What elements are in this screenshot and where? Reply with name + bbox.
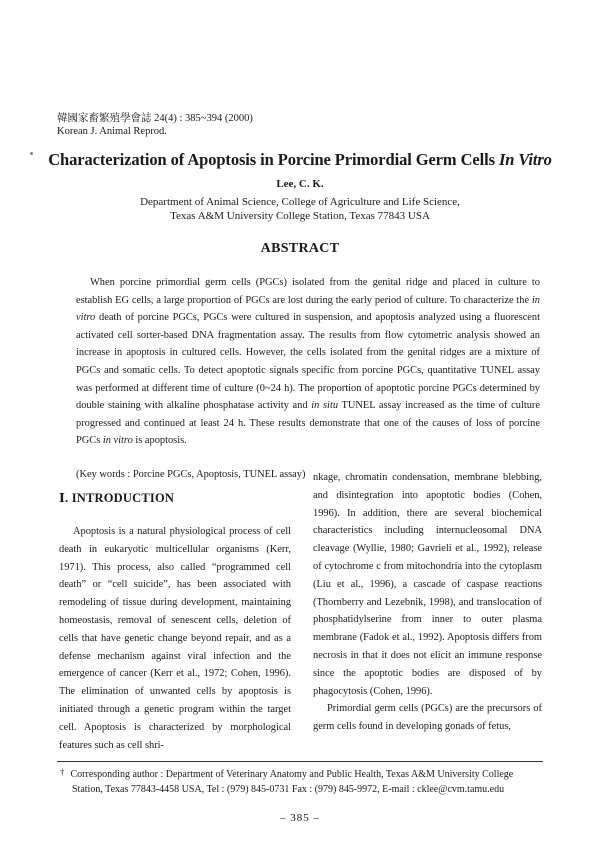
intro-paragraph-right-2: Primordial germ cells (PGCs) are the precursors of germ cells found in developing gonads of fetus, <box>313 703 542 733</box>
journal-citation-korean: 韓國家畜繁殖學會誌 24(4) : 385~394 (2000) <box>57 113 253 124</box>
footnote <box>60 765 546 797</box>
page-number: – 385 – <box>280 812 320 824</box>
title-main: Characterization of Apoptosis in Porcine Primordial Germ Cells <box>48 150 499 169</box>
abstract-heading: ABSTRACT <box>260 241 340 256</box>
affiliation-line-2: Texas A&M University College Station, Texas 77843 USA <box>170 210 430 222</box>
intro-paragraph-right-1: nkage, chromatin condensation, membrane blebbing, and disintegration into apoptotic bodies (Cohen, 1996). In addition, there are several biochemical characteristics including internucleosomal DNA cleavage (Wyllie, 1980; Gavrieli et al., 1992), release of cytochrome c from mitochondria into the cytoplasm (Liu et al., 1996), a cascade of caspase reactions (Thornberry and Lezebnik, 1998), and translocation of phosphatidylserine from inner to outer plasma membrane (Fadok et al., 1992). Apoptosis differs from necrosis in that it does not elicit an immune response since the apoptotic bodies are disposed of by phagocytosis (Cohen, 1996). <box>313 472 542 697</box>
abstract-text-3: TUNEL assay increased as the time of culture progressed and continued at least 24 h. These results demonstrate that one of the causes of loss of porcine PGCs <box>76 400 540 447</box>
affiliation-line-1: Department of Animal Science, College of Agriculture and Life Science, <box>140 196 460 208</box>
journal-header <box>57 112 253 138</box>
journal-name-english: Korean J. Animal Reprod. <box>57 126 167 137</box>
abstract-italic-1: in vitro <box>76 294 540 324</box>
paper-title <box>0 150 600 170</box>
abstract-paragraph <box>76 274 540 450</box>
abstract-text-1: When porcine primordial germ cells (PGCs) isolated from the genital ridge and placed in culture to establish EG cells, a large proportion of PGCs are lost during the early period of culture. To characterize the <box>76 277 540 306</box>
author: Lee, C. K. <box>276 178 324 190</box>
footnote-divider <box>57 761 543 762</box>
left-column <box>59 523 291 754</box>
intro-paragraph-left: Apoptosis is a natural physiological process of cell death in eukaryotic multicellular organisms (Kerr, 1971). This process, also called “programmed cell death” or “cell suicide”, has been associated with remodeling of tissue during development, maintaining homeostasis, removal of senescent cells, deletion of cells that have genetic change beyond repair, and as a defense mechanism against viral infection and the emergence of cancer (Kerr et al., 1972; Cohen, 1996). The elimination of unwanted cells by apoptosis is initiated through a genetic program within the target cell. Apoptosis is characterized by morphological features such as cell shri- <box>59 526 291 751</box>
abstract-text-4: is apoptosis. <box>132 435 187 447</box>
footnote-line-2: Station, Texas 77843-4458 USA, Tel : (979) 845-0731 Fax : (979) 845-9972, E-mail : cklee@cvm.tamu.edu <box>72 784 505 795</box>
affiliation <box>0 195 600 223</box>
dagger-mark: † <box>60 767 65 777</box>
abstract-italic-2: in situ <box>311 400 339 412</box>
footnote-line-1 <box>60 765 546 782</box>
abstract-italic-3: in vitro <box>102 435 133 447</box>
footnote-text-1: Corresponding author : Department of Veterinary Anatomy and Public Health, Texas A&M University College <box>70 769 514 780</box>
abstract-body <box>76 274 540 450</box>
right-column <box>313 469 542 736</box>
keywords: (Key words : Porcine PGCs, Apoptosis, TUNEL assay) <box>76 469 306 480</box>
title-italic: In Vitro <box>498 150 552 169</box>
introduction-heading: Ⅰ. INTRODUCTION <box>59 491 175 505</box>
abstract-text-2: death of porcine PGCs, PGCs were cultured in suspension, and apoptosis analyzed using a fluorescent activated cell sorter-based DNA fragmentation assay. The results from flow cytometric analysis showed an increase in apoptosis in cultured cells. However, the cells isolated from the genital ridges are a mixture of PGCs and somatic cells. To detect apoptotic signals specific from porcine PGCs, quantitative TUNEL assay was performed at different time of culture (0~24 h). The proportion of apoptotic porcine PGCs determined by double staining with alkaline phosphatase activity and <box>76 312 540 412</box>
